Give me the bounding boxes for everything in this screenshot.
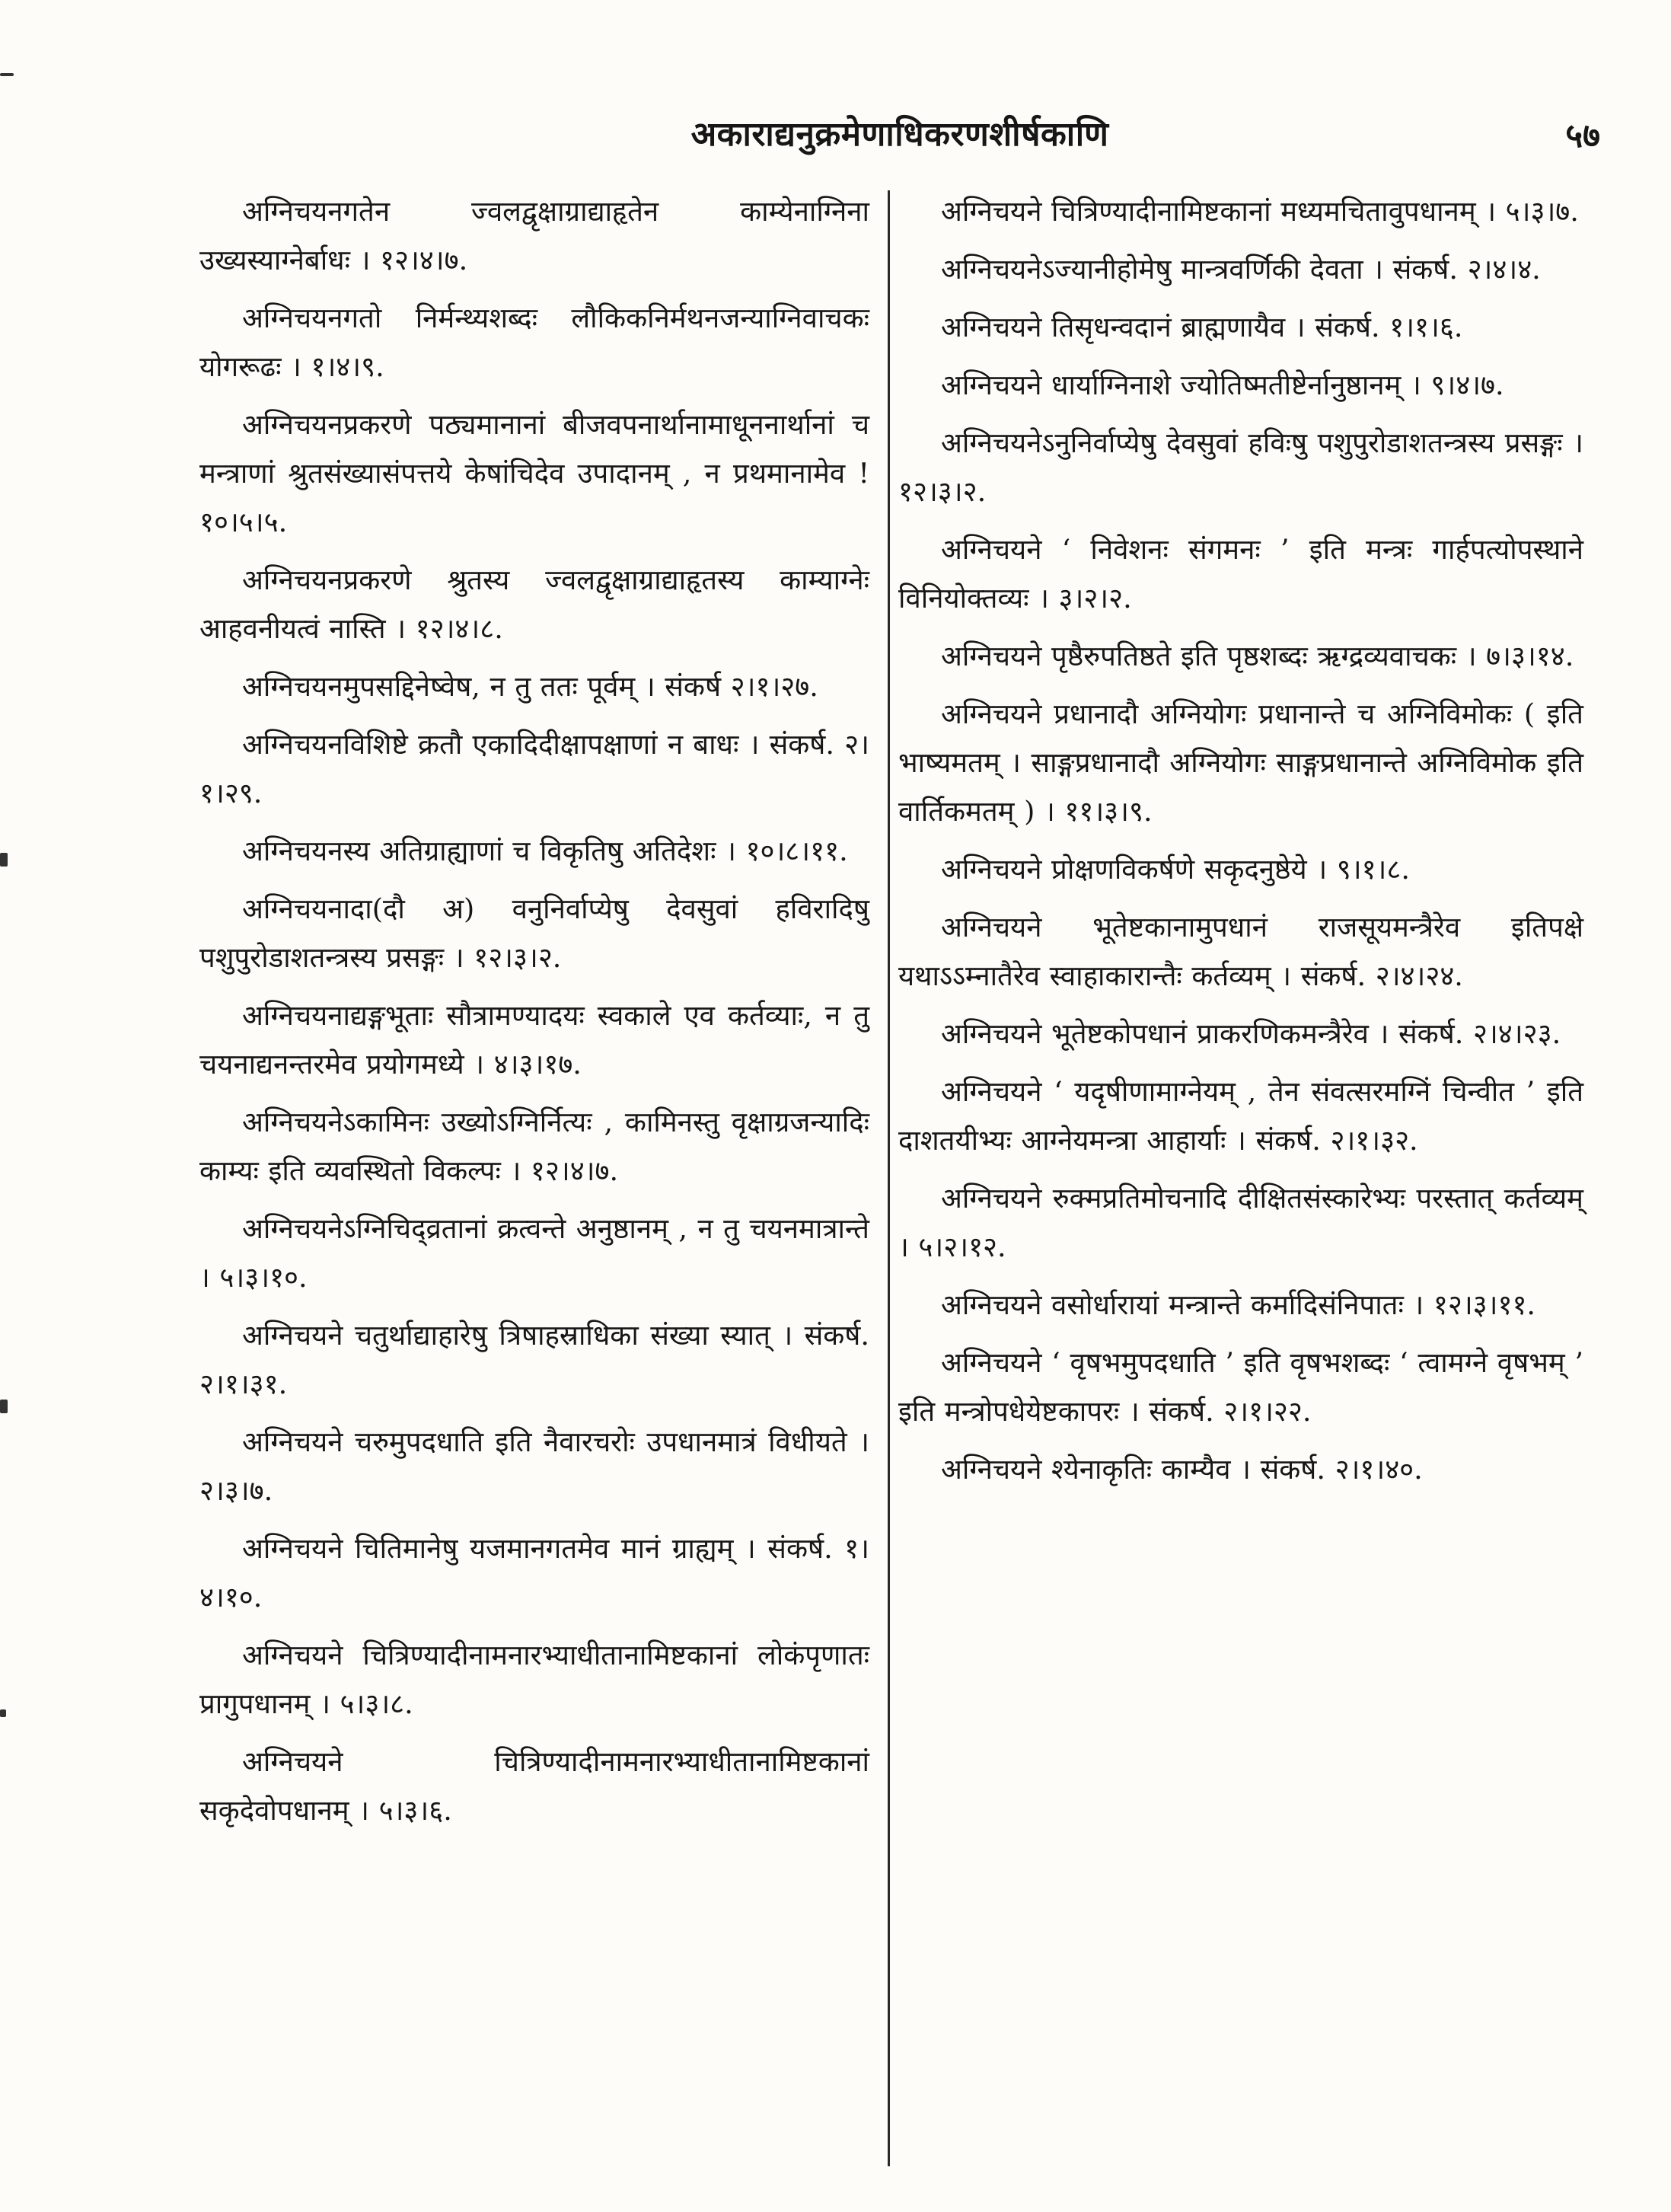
index-entry: अग्निचयने तिसृधन्वदानं ब्राह्मणायैव । संकर्ष. १।१।६. [941, 311, 1463, 343]
index-entry: अग्निचयनस्य अतिग्राह्याणां च विकृतिषु अतिदेशः । १०।८।११. [242, 835, 848, 867]
index-entry: अग्निचयनाद्यङ्गभूताः सौत्रामण्यादयः स्वकाले एव कर्तव्याः, न तु चयनाद्यनन्तरमेव प्रयोगमध्ये । ४।३।१७. [199, 999, 869, 1080]
right-column [898, 187, 1583, 1503]
page-header [199, 97, 1600, 166]
left-column [199, 187, 869, 1844]
index-entry: अग्निचयने पृष्ठैरुपतिष्ठते इति पृष्ठशब्दः ऋग्द्रव्यवाचकः । ७।३।१४. [941, 640, 1574, 672]
index-entry: अग्निचयनेऽग्निचिद्व्रतानां क्रत्वन्ते अनुष्ठानम् , न तु चयनमात्रान्ते । ५।३।१०. [199, 1212, 869, 1294]
margin-mark [0, 1709, 6, 1717]
margin-mark [0, 853, 8, 867]
running-title: अकाराद्यनुक्रमेणाधिकरणशीर्षकाणि [690, 115, 1109, 154]
page-number: ५७ [1565, 117, 1600, 155]
index-entry: अग्निचयने चितिमानेषु यजमानगतमेव मानं ग्राह्यम् । संकर्ष. १।४।१०. [199, 1532, 869, 1614]
index-entry: अग्निचयने भूतेष्टकानामुपधानं राजसूयमन्त्रैरेव इतिपक्षे यथाऽऽम्नातैरेव स्वाहाकारान्तैः कर्तव्यम् । संकर्ष. २।४।२४. [898, 911, 1583, 992]
index-entry: अग्निचयने धार्याग्निनाशे ज्योतिष्मतीष्टेर्नानुष्ठानम् । ९।४।७. [941, 369, 1504, 401]
index-entry: अग्निचयने वसोर्धारायां मन्त्रान्ते कर्मादिसंनिपातः । १२।३।११. [941, 1288, 1536, 1321]
index-entry: अग्निचयनविशिष्टे क्रतौ एकादिदीक्षापक्षाणां न बाधः । संकर्ष. २।१।२९. [199, 728, 869, 809]
index-entry: अग्निचयने प्रोक्षणविकर्षणे सकृदनुष्ठेये । ९।१।८. [941, 853, 1410, 886]
index-entry: अग्निचयनेऽज्यानीहोमेषु मान्त्रवर्णिकी देवता । संकर्ष. २।४।४. [941, 253, 1541, 286]
margin-mark [0, 73, 14, 76]
index-entry: अग्निचयने ‘ यदृषीणामाग्नेयम् , तेन संवत्सरमग्निं चिन्वीत ’ इति दाशतयीभ्यः आग्नेयमन्त्रा आहार्याः । संकर्ष. २।१।३२. [898, 1075, 1583, 1157]
index-entry: अग्निचयने ‘ वृषभमुपदधाति ’ इति वृषभशब्दः ‘ त्वामग्ने वृषभम् ’ इति मन्त्रोपधेयेष्टकापरः । संकर्ष. २।१।२२. [898, 1346, 1583, 1428]
index-entry: अग्निचयने प्रधानादौ अग्नियोगः प्रधानान्ते च अग्निविमोकः ( इति भाष्यमतम् । साङ्गप्रधानादौ अग्नियोगः साङ्गप्रधानान्ते अग्निविमोक इति वार्तिकमतम् ) । ११।३।९. [898, 697, 1583, 828]
index-entry: अग्निचयने चित्रिण्यादीनामिष्टकानां मध्यमचितावुपधानम् । ५।३।७. [941, 195, 1579, 228]
column-divider [888, 190, 890, 2166]
index-entry: अग्निचयने ‘ निवेशनः संगमनः ’ इति मन्त्रः गार्हपत्योपस्थाने विनियोक्तव्यः । ३।२।२. [898, 533, 1583, 614]
index-entry: अग्निचयनगतेन ज्वलद्वृक्षाग्राद्याहृतेन काम्येनाग्निना उख्यस्याग्नेर्बाधः । १२।४।७. [199, 195, 869, 276]
index-entry: अग्निचयने चित्रिण्यादीनामनारभ्याधीतानामिष्टकानां लोकंपृणातः प्रागुपधानम् । ५।३।८. [199, 1639, 869, 1720]
index-entry: अग्निचयने चित्रिण्यादीनामनारभ्याधीतानामिष्टकानां सकृदेवोपधानम् । ५।३।६. [199, 1745, 869, 1827]
index-entry: अग्निचयनेऽकामिनः उख्योऽग्निर्नित्यः , कामिनस्तु वृक्षाग्रजन्यादिः काम्यः इति व्यवस्थितो विकल्पः । १२।४।७. [199, 1106, 869, 1187]
index-entry: अग्निचयने भूतेष्टकोपधानं प्राकरणिकमन्त्रैरेव । संकर्ष. २।४।२३. [941, 1017, 1561, 1050]
index-entry: अग्निचयनप्रकरणे श्रुतस्य ज्वलद्वृक्षाग्राद्याहृतस्य काम्याग्नेः आहवनीयत्वं नास्ति । १२।४।८. [199, 563, 869, 645]
index-entry: अग्निचयने चरुमुपदधाति इति नैवारचरोः उपधानमात्रं विधीयते । २।३।७. [199, 1425, 869, 1507]
index-entry: अग्निचयने श्येनाकृतिः काम्यैव । संकर्ष. २।१।४०. [941, 1453, 1423, 1486]
index-entry: अग्निचयनगतो निर्मन्थ्यशब्दः लौकिकनिर्मथनजन्याग्निवाचकः योगरूढः । १।४।९. [199, 302, 869, 383]
index-entry: अग्निचयने रुक्मप्रतिमोचनादि दीक्षितसंस्कारेभ्यः परस्तात् कर्तव्यम् । ५।२।१२. [898, 1182, 1583, 1263]
margin-mark [0, 1400, 8, 1413]
index-entry: अग्निचयने चतुर्थाद्याहारेषु त्रिषाहस्राधिका संख्या स्यात् । संकर्ष. २।१।३१. [199, 1319, 869, 1400]
index-entry: अग्निचयनमुपसद्दिनेष्वेष, न तु ततः पूर्वम् । संकर्ष २।१।२७. [242, 670, 818, 703]
index-entry: अग्निचयनप्रकरणे पठ्यमानानां बीजवपनार्थानामाधूननार्थानां च मन्त्राणां श्रुतसंख्यासंपत्तये केषांचिदेव उपादानम् , न प्रथमानामेव ! १०।५।५. [199, 408, 869, 538]
index-entry: अग्निचयनादा(दौ अ) वनुनिर्वाप्येषु देवसुवां हविरादिषु पशुपुरोडाशतन्त्रस्य प्रसङ्गः । १२।३।२. [199, 892, 869, 974]
index-entry: अग्निचयनेऽनुनिर्वाप्येषु देवसुवां हविःषु पशुपुरोडाशतन्त्रस्य प्रसङ्गः । १२।३।२. [898, 426, 1583, 508]
